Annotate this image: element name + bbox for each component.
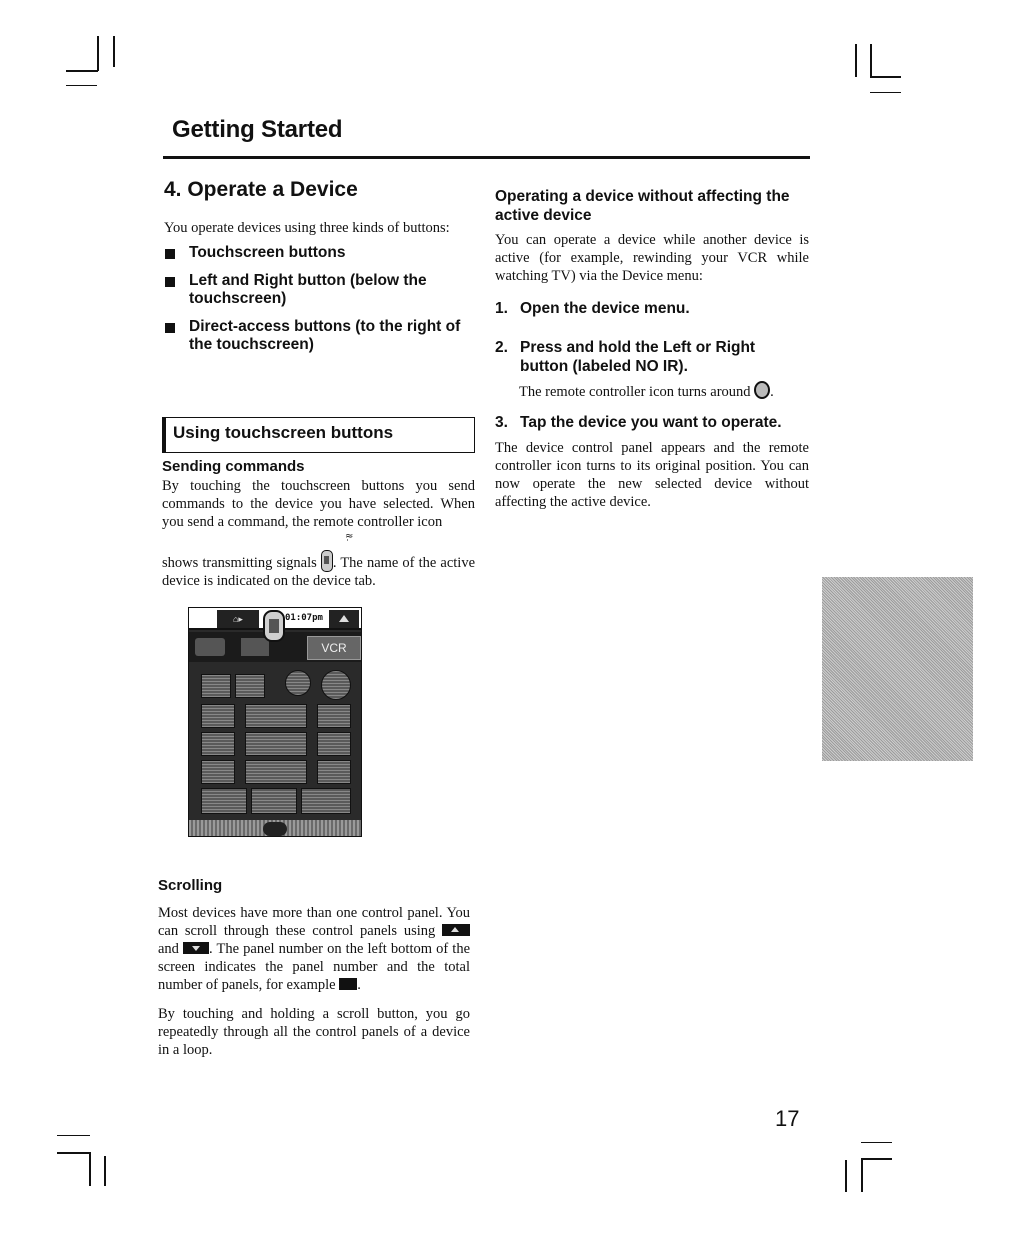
remote-controller-icon bbox=[321, 550, 333, 572]
bullet-square-icon bbox=[165, 249, 175, 259]
right-column-heading: Operating a device without affecting the active device bbox=[495, 188, 790, 224]
text-span: Most devices have more than one control panel. You can scroll through these control panels using bbox=[158, 905, 470, 939]
crop-mark-top-right bbox=[870, 44, 872, 77]
screen-key bbox=[201, 674, 231, 698]
step-text: Open the device menu. bbox=[520, 300, 690, 317]
section-title: 4. Operate a Device bbox=[164, 178, 358, 201]
screen-bottom-bar bbox=[189, 820, 362, 837]
scrolling-text bbox=[158, 904, 470, 994]
screen-key bbox=[245, 732, 307, 756]
remote-turned-icon bbox=[754, 381, 770, 399]
text-span: . bbox=[357, 977, 361, 993]
section-thumb-tab bbox=[822, 577, 973, 761]
screen-key bbox=[251, 788, 297, 814]
crop-mark-top-right bbox=[870, 92, 901, 93]
crop-mark-bottom-left bbox=[57, 1135, 90, 1136]
screen-key bbox=[317, 704, 351, 728]
text-span: . bbox=[770, 384, 774, 400]
bullet-square-icon bbox=[165, 323, 175, 333]
step-item bbox=[495, 338, 795, 376]
list-item bbox=[164, 272, 480, 308]
button-types-list bbox=[164, 244, 480, 364]
step-number: 1. bbox=[495, 300, 508, 317]
text-span: . The name of the active device is indicated on the device tab. bbox=[162, 555, 475, 589]
screen-key bbox=[245, 760, 307, 784]
list-item-label: Direct-access buttons (to the right of the touchscreen) bbox=[189, 318, 461, 353]
step-number: 2. bbox=[495, 339, 508, 356]
sending-commands-heading: Sending commands bbox=[162, 458, 305, 475]
crop-mark-top-left bbox=[97, 36, 99, 71]
panel-indicator bbox=[263, 822, 287, 836]
intro-text: You operate devices using three kinds of buttons: bbox=[164, 220, 450, 236]
box-accent-bar bbox=[162, 417, 166, 453]
list-item-label: Left and Right button (below the touchscreen) bbox=[189, 272, 427, 307]
step-description: The device control panel appears and the remote controller icon turns to its original position. You can now operate the new selected device without affecting the active device. bbox=[495, 440, 809, 510]
bullet-square-icon bbox=[165, 277, 175, 287]
step-item bbox=[495, 299, 795, 318]
crop-mark-top-right bbox=[870, 76, 901, 78]
menu-icon bbox=[195, 638, 225, 656]
list-item-label: Touchscreen buttons bbox=[189, 244, 346, 261]
step-text: Tap the device you want to operate. bbox=[520, 414, 782, 431]
list-item bbox=[164, 318, 480, 354]
scrolling-heading: Scrolling bbox=[158, 877, 223, 894]
header-rule bbox=[163, 156, 810, 159]
screen-key bbox=[201, 704, 235, 728]
scroll-down-button-icon bbox=[183, 942, 209, 954]
screen-key bbox=[245, 704, 307, 728]
right-column-intro: You can operate a device while another device is active (for example, rewinding your VCR while watching TV) via the Device menu: bbox=[495, 232, 809, 284]
screen-key bbox=[201, 732, 235, 756]
step-item bbox=[495, 413, 805, 432]
screen-key bbox=[235, 674, 265, 698]
crop-mark-top-left bbox=[66, 70, 98, 72]
subsection-box bbox=[162, 417, 475, 453]
screen-key-round bbox=[285, 670, 311, 696]
sending-commands-text: By touching the touchscreen buttons you send commands to the device you have selected. When you send a command, the remote controller icon bbox=[162, 478, 475, 530]
signal-waves-icon: ≈ ˙ bbox=[345, 531, 354, 550]
scrolling-text-2: By touching and holding a scroll button, you go repeatedly through all the control panels of a device in a loop. bbox=[158, 1006, 470, 1058]
crop-mark-bottom-right bbox=[861, 1158, 892, 1160]
remote-controller-icon bbox=[263, 610, 285, 642]
screen-key bbox=[201, 760, 235, 784]
page-number: 17 bbox=[775, 1106, 800, 1131]
screen-key bbox=[201, 788, 247, 814]
text-span: . The panel number on the left bottom of the screen indicates the panel number and the total number of panels, for example bbox=[158, 941, 471, 993]
scroll-up-button-icon bbox=[442, 924, 470, 936]
crop-mark-bottom-left bbox=[89, 1152, 91, 1186]
crop-mark-bottom-left bbox=[104, 1156, 106, 1186]
crop-mark-bottom-left bbox=[57, 1152, 90, 1154]
crop-mark-top-left bbox=[66, 85, 97, 86]
crop-mark-top-left bbox=[113, 36, 115, 67]
step-note bbox=[519, 381, 809, 401]
subsection-title: Using touchscreen buttons bbox=[173, 423, 394, 442]
crop-mark-top-right bbox=[855, 44, 857, 77]
text-span: The remote controller icon turns around bbox=[519, 384, 751, 400]
text-span: and bbox=[158, 941, 179, 957]
clock-display: 01:07pm bbox=[285, 613, 323, 623]
crop-mark-bottom-right bbox=[845, 1160, 847, 1192]
step-text: Press and hold the Left or Right button (labeled NO IR). bbox=[520, 339, 756, 375]
scroll-up-icon bbox=[329, 610, 359, 628]
crop-mark-bottom-right bbox=[861, 1158, 863, 1192]
list-item bbox=[164, 244, 480, 262]
sending-commands-text-2 bbox=[162, 550, 475, 590]
screen-key bbox=[317, 760, 351, 784]
panel-number-icon bbox=[339, 978, 357, 990]
device-menu-button bbox=[241, 638, 269, 656]
home-button: ⌂▸ bbox=[217, 610, 259, 628]
device-screen-illustration bbox=[188, 607, 362, 837]
screen-key-round bbox=[321, 670, 351, 700]
crop-mark-bottom-right bbox=[861, 1142, 892, 1143]
step-number: 3. bbox=[495, 414, 508, 431]
text-span: shows transmitting signals bbox=[162, 555, 317, 571]
screen-key bbox=[301, 788, 351, 814]
page-title: Getting Started bbox=[172, 116, 343, 143]
screen-key bbox=[317, 732, 351, 756]
device-tab: VCR bbox=[307, 636, 361, 660]
